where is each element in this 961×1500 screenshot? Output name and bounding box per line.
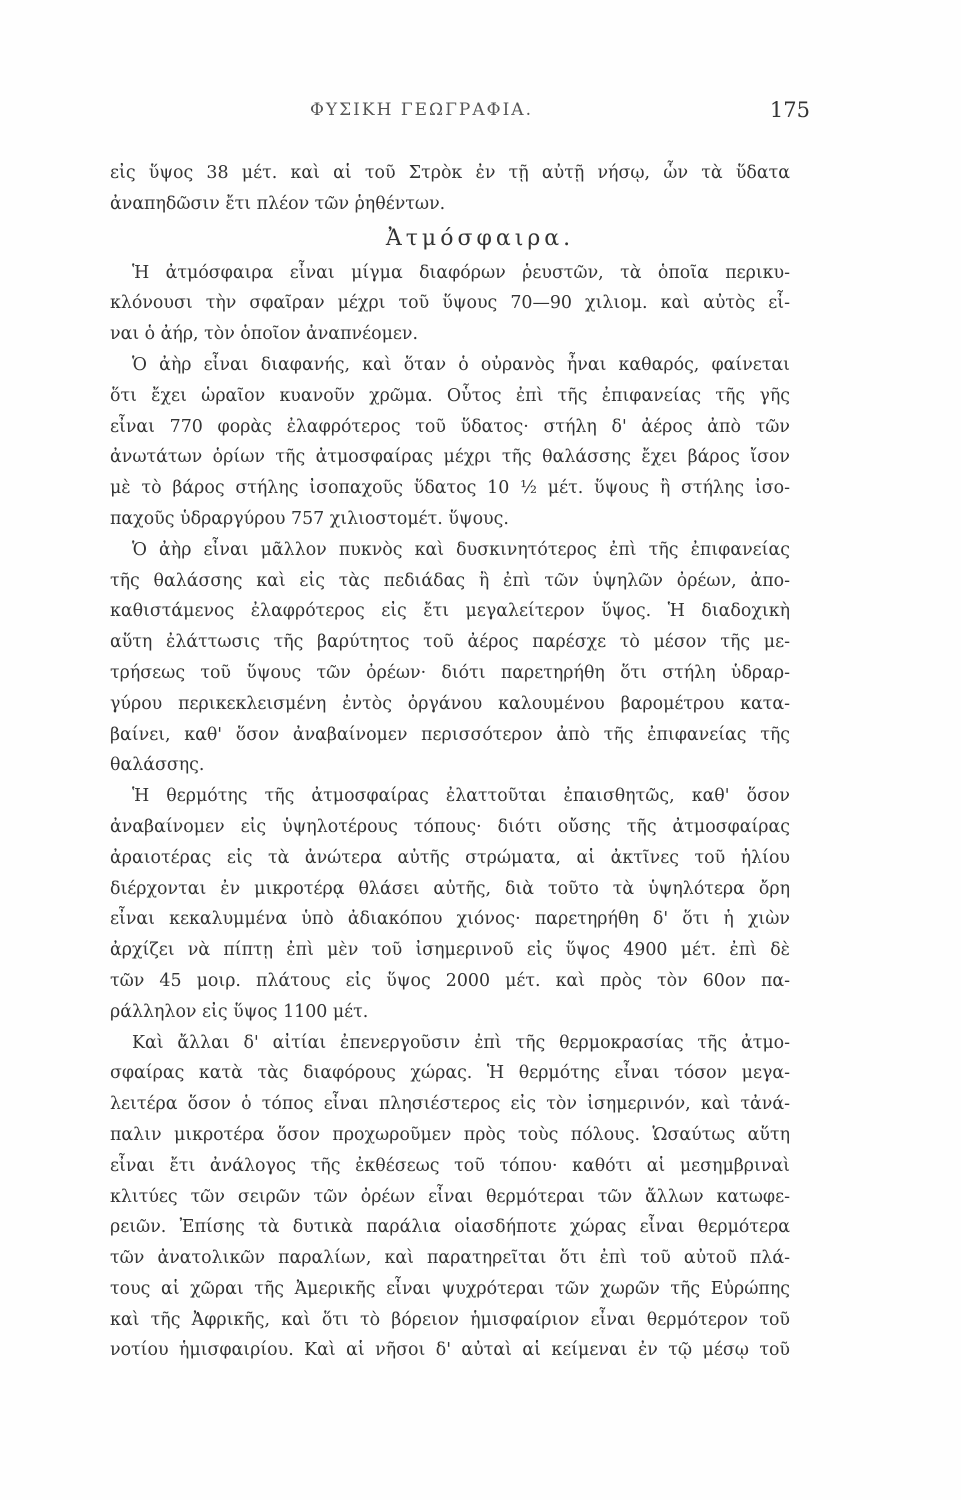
running-title: ΦΥΣΙΚΗ ΓΕΩΓΡΑΦΙΑ.	[310, 100, 533, 120]
text-line: γύρου περικεκλεισμένη ἐντὸς ὀργάνου καλουμένου βαρομέτρου κατα-	[110, 693, 790, 714]
text-line: εἰς ὕψος 38 μέτ. καὶ αἱ τοῦ Στρὸκ ἐν τῇ αὐτῇ νήσῳ, ὧν τὰ ὕδατα	[110, 163, 790, 183]
text-line: θαλάσσης.	[110, 755, 205, 776]
text-line: τῶν ἀνατολικῶν παραλίων, καὶ παρατηρεῖται ὅτι ἐπὶ τοῦ αὐτοῦ πλά-	[110, 1248, 790, 1269]
text-line: ὅτι ἔχει ὡραῖον κυανοῦν χρῶμα. Οὗτος ἐπὶ τῆς ἐπιφανείας τῆς γῆς	[110, 385, 790, 406]
paragraph-3	[110, 535, 790, 781]
text-line: ράλληλον εἰς ὕψος 1100 μέτ.	[110, 1001, 369, 1022]
text-line: τῶν 45 μοιρ. πλάτους εἰς ὕψος 2000 μέτ. καὶ πρὸς τὸν 60ον πα-	[110, 970, 790, 991]
text-line: Ἡ θερμότης τῆς ἀτμοσφαίρας ἐλαττοῦται ἐπαισθητῶς, καθ' ὅσον	[132, 786, 790, 807]
paragraph-1	[110, 258, 790, 350]
text-line: παλιν μικροτέρα ὅσον προχωροῦμεν πρὸς τοὺς πόλους. Ὡσαύτως αὕτη	[110, 1124, 790, 1145]
text-line: τους αἱ χῶραι τῆς Ἀμερικῆς εἶναι ψυχρότεραι τῶν χωρῶν τῆς Εὐρώπης	[110, 1278, 790, 1299]
text-line: κλιτύες τῶν σειρῶν τῶν ὀρέων εἶναι θερμότεραι τῶν ἄλλων κατωφε-	[110, 1186, 790, 1207]
text-line: εἶναι 770 φορὰς ἐλαφρότερος τοῦ ὕδατος· στήλη δ' ἀέρος ἀπὸ τῶν	[110, 416, 790, 437]
paragraph-2	[110, 350, 790, 535]
text-line: διέρχονται ἐν μικροτέρᾳ θλάσει αὐτῆς, διὰ τοῦτο τὰ ὑψηλότερα ὄρη	[110, 878, 790, 899]
text-line: ἀναπηδῶσιν ἔτι πλέον τῶν ῥηθέντων.	[110, 193, 446, 214]
text-line: ναι ὁ ἀήρ, τὸν ὁποῖον ἀναπνέομεν.	[110, 324, 419, 345]
text-line: ἀνωτάτων ὁρίων τῆς ἀτμοσφαίρας μέχρι τῆς θαλάσσης ἔχει βάρος ἴσον	[110, 447, 790, 468]
text-line: εἶναι κεκαλυμμένα ὑπὸ ἀδιακόπου χιόνος· παρετηρήθη δ' ὅτι ἡ χιὼν	[110, 909, 790, 930]
text-line: μὲ τὸ βάρος στήλης ἰσοπαχοῦς ὕδατος 10 ½ μέτ. ὕψους ἢ στήλης ἰσο-	[110, 478, 790, 499]
text-line: λειτέρα ὅσον ὁ τόπος εἶναι πλησιέστερος εἰς τὸν ἰσημερινόν, καὶ τἀνά-	[110, 1094, 790, 1115]
body-text	[110, 158, 790, 1366]
text-line: εἶναι ἔτι ἀνάλογος τῆς ἐκθέσεως τοῦ τόπου· καθότι αἱ μεσημβριναὶ	[110, 1155, 790, 1176]
page-number: 175	[769, 98, 810, 122]
text-line: ἀναβαίνομεν εἰς ὑψηλοτέρους τόπους· διότι οὔσης τῆς ἀτμοσφαίρας	[110, 816, 790, 837]
text-line: τρήσεως τοῦ ὕψους τῶν ὀρέων· διότι παρετηρήθη ὅτι στήλη ὑδραρ-	[110, 662, 790, 683]
paragraph-5	[110, 1028, 790, 1367]
text-line: Καὶ ἄλλαι δ' αἰτίαι ἐπενεργοῦσιν ἐπὶ τῆς θερμοκρασίας τῆς ἀτμο-	[132, 1032, 790, 1053]
text-line: Ὁ ἀὴρ εἶναι μᾶλλον πυκνὸς καὶ δυσκινητότερος ἐπὶ τῆς ἐπιφανείας	[132, 539, 790, 560]
paragraph-4	[110, 781, 790, 1027]
text-line: παχοῦς ὑδραργύρου 757 χιλιοστομέτ. ὕψους.	[110, 508, 509, 529]
text-line: νοτίου ἡμισφαιρίου. Καὶ αἱ νῆσοι δ' αὐταὶ αἱ κείμεναι ἐν τῷ μέσῳ τοῦ	[110, 1340, 790, 1361]
text-line: Ὁ ἀὴρ εἶναι διαφανής, καὶ ὅταν ὁ οὐρανὸς ἦναι καθαρός, φαίνεται	[132, 354, 790, 375]
text-line: καὶ τῆς Ἀφρικῆς, καὶ ὅτι τὸ βόρειον ἡμισφαίριον εἶναι θερμότερον τοῦ	[110, 1309, 790, 1330]
text-line: βαίνει, καθ' ὅσον ἀναβαίνομεν περισσότερον ἀπὸ τῆς ἐπιφανείας τῆς	[110, 724, 790, 745]
text-line: κλόνουσι τὴν σφαῖραν μέχρι τοῦ ὕψους 70—90 χιλιομ. καὶ αὐτὸς εἶ-	[110, 293, 790, 314]
intro-continuation	[110, 158, 790, 220]
text-line: ρειῶν. Ἐπίσης τὰ δυτικὰ παράλια οἱασδήποτε χώρας εἶναι θερμότερα	[110, 1217, 790, 1238]
text-line: Ἡ ἀτμόσφαιρα εἶναι μίγμα διαφόρων ῥευστῶν, τὰ ὁποῖα περικυ-	[132, 262, 790, 283]
section-title: Ἀτμόσφαιρα.	[385, 225, 575, 251]
text-line: σφαίρας κατὰ τὰς διαφόρους χώρας. Ἡ θερμότης εἶναι τόσον μεγα-	[110, 1063, 790, 1084]
text-line: καθιστάμενος ἐλαφρότερος εἰς ἔτι μεγαλείτερον ὕψος. Ἡ διαδοχικὴ	[110, 601, 790, 622]
text-line: ἀραιοτέρας εἰς τὰ ἀνώτερα αὐτῆς στρώματα, αἱ ἀκτῖνες τοῦ ἡλίου	[110, 847, 790, 868]
text-line: ἀρχίζει νὰ πίπτῃ ἐπὶ μὲν τοῦ ἰσημερινοῦ εἰς ὕψος 4900 μέτ. ἐπὶ δὲ	[110, 940, 790, 961]
running-head	[110, 100, 810, 130]
text-line: τῆς θαλάσσης καὶ εἰς τὰς πεδιάδας ἢ ἐπὶ τῶν ὑψηλῶν ὀρέων, ἀπο-	[110, 570, 790, 591]
text-line: αὕτη ἐλάττωσις τῆς βαρύτητος τοῦ ἀέρος παρέσχε τὸ μέσον τῆς με-	[110, 632, 790, 653]
